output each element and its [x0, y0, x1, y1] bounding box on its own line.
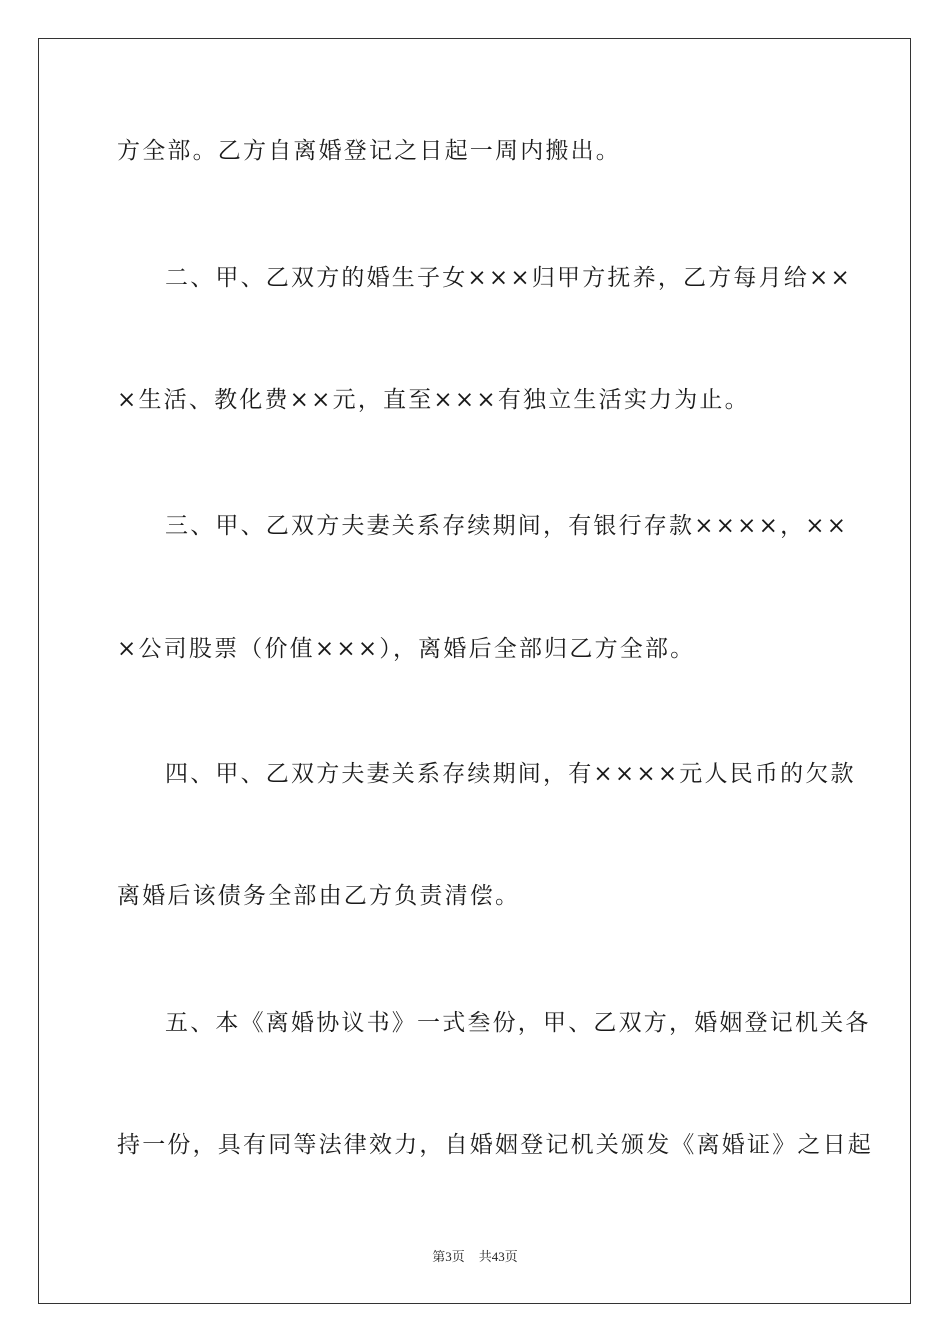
body-text-line: ×公司股票（价值×××），离婚后全部归乙方全部。 [117, 636, 696, 662]
paragraph-5-start: 五、本《离婚协议书》一式叁份，甲、乙双方，婚姻登记机关各 [165, 1010, 871, 1036]
body-text-line: 持一份，具有同等法律效力，自婚姻登记机关颁发《离婚证》之日起 [117, 1132, 873, 1158]
page-footer [0, 1246, 950, 1265]
body-text-line: 离婚后该债务全部由乙方负责清偿。 [117, 883, 521, 909]
paragraph-3-start: 三、甲、乙双方夫妻关系存续期间，有银行存款××××，×× [165, 513, 849, 539]
page-total: 共43页 [478, 1249, 518, 1264]
page-number: 第3页 [432, 1249, 465, 1264]
body-text-line: 方全部。乙方自离婚登记之日起一周内搬出。 [117, 138, 621, 164]
page-border [38, 38, 911, 1304]
body-text-line: ×生活、教化费××元，直至×××有独立生活实力为止。 [117, 387, 750, 413]
paragraph-2-start: 二、甲、乙双方的婚生子女×××归甲方抚养，乙方每月给×× [165, 265, 852, 291]
paragraph-4-start: 四、甲、乙双方夫妻关系存续期间，有××××元人民币的欠款 [165, 761, 856, 787]
